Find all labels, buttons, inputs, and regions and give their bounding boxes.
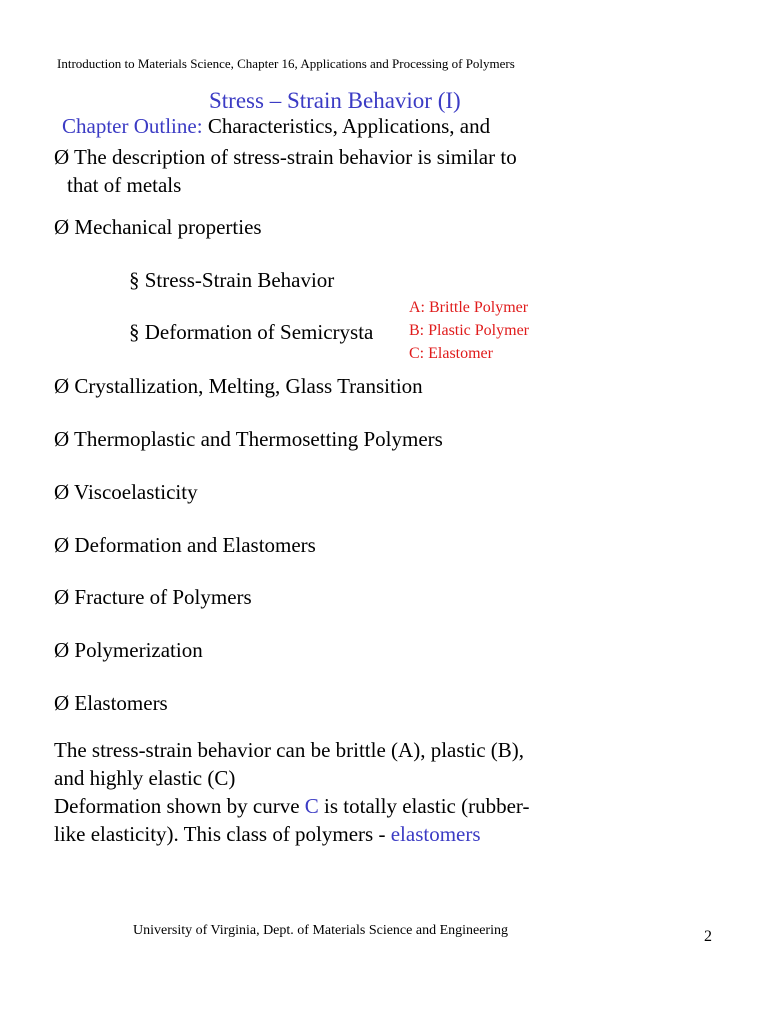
bullet-item: Ø Elastomers xyxy=(54,691,168,715)
bullet-item: Ø Polymerization xyxy=(54,638,203,662)
page-number: 2 xyxy=(704,928,712,945)
bullet-symbol: Ø xyxy=(54,480,70,504)
sub-bullet-item: § Deformation of Semicrysta xyxy=(129,320,374,344)
bullet-symbol: Ø xyxy=(54,374,70,398)
bullet-symbol: Ø xyxy=(54,215,70,239)
paragraph-line: The stress-strain behavior can be brittle (A), plastic (B), xyxy=(54,738,525,762)
chapter-outline-text: Characteristics, Applications, and xyxy=(202,114,491,138)
chapter-outline xyxy=(62,114,490,139)
chapter-outline-label: Chapter Outline: xyxy=(62,114,203,138)
bullet-symbol: Ø xyxy=(54,691,70,715)
bullet-item: Ø Thermoplastic and Thermosetting Polymers xyxy=(54,427,443,451)
legend-entry-b: B: Plastic Polymer xyxy=(409,322,529,339)
footer-affiliation: University of Virginia, Dept. of Materials Science and Engineering xyxy=(133,923,508,938)
paragraph-line: Deformation shown by curve C is totally elastic (rubber- xyxy=(54,794,530,818)
bullet-symbol: Ø xyxy=(54,533,70,557)
paragraph-line: and highly elastic (C) xyxy=(54,766,236,790)
curve-c-label: C xyxy=(304,794,319,818)
bullet-item: Ø Mechanical properties xyxy=(54,215,262,239)
sub-bullet-symbol: § xyxy=(129,320,140,344)
paragraph-line: like elasticity). This class of polymers - elastomers xyxy=(54,822,481,846)
bullet-continuation: that of metals xyxy=(67,173,182,197)
bullet-symbol: Ø xyxy=(54,145,70,169)
bullet-item: Ø Crystallization, Melting, Glass Transition xyxy=(54,374,423,398)
bullet-item: Ø Fracture of Polymers xyxy=(54,585,252,609)
bullet-symbol: Ø xyxy=(54,638,70,662)
bullet-item: Ø Deformation and Elastomers xyxy=(54,533,316,557)
sub-bullet-item: § Stress-Strain Behavior xyxy=(129,268,335,292)
legend-entry-a: A: Brittle Polymer xyxy=(409,299,529,316)
legend-entry-c: C: Elastomer xyxy=(409,345,493,362)
bullet-symbol: Ø xyxy=(54,585,70,609)
elastomers-term: elastomers xyxy=(390,822,481,846)
running-header: Introduction to Materials Science, Chapter 16, Applications and Processing of Polymers xyxy=(57,56,515,71)
bullet-item: Ø Viscoelasticity xyxy=(54,480,198,504)
slide-title: Stress – Strain Behavior (I) xyxy=(209,88,461,113)
sub-bullet-symbol: § xyxy=(129,268,140,292)
bullet-item: Ø The description of stress-strain behavior is similar to xyxy=(54,145,517,169)
bullet-symbol: Ø xyxy=(54,427,70,451)
